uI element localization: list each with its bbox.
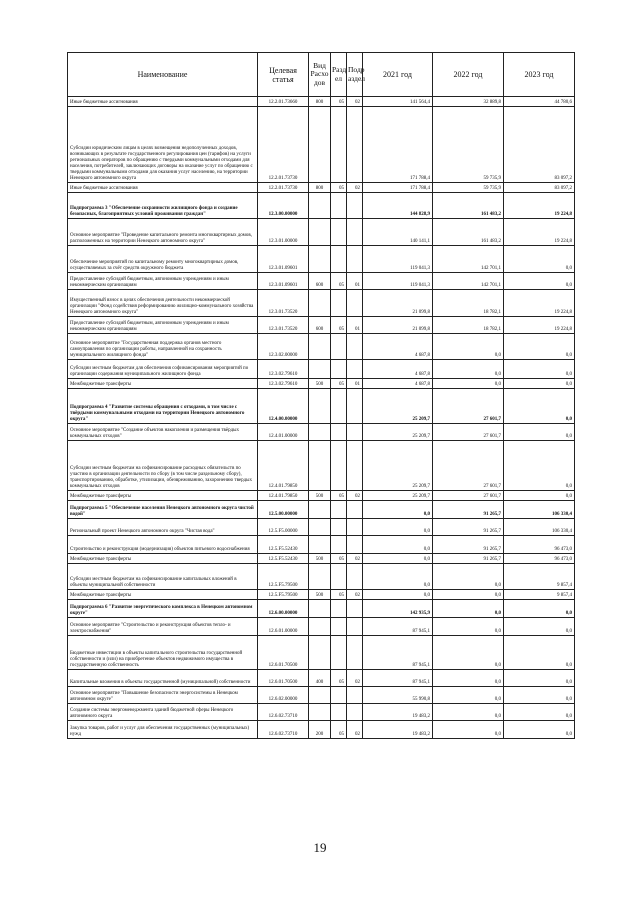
table-row [68, 687, 575, 704]
row-2022: 18 782,1 [433, 317, 504, 334]
row-razdel: 05 [331, 273, 347, 290]
row-razdel [331, 193, 347, 219]
row-vid: 500 [309, 491, 331, 501]
row-2021: 144 828,9 [363, 193, 433, 219]
row-vid: 500 [309, 554, 331, 564]
row-vid [309, 536, 331, 554]
row-razdel [331, 360, 347, 379]
row-vid [309, 519, 331, 536]
row-name: Закупка товаров, работ и услуг для обеспечения государственных (муниципальных) нужд [68, 721, 258, 739]
row-2022: 91 265,7 [433, 501, 504, 519]
row-2021: 87 945,1 [363, 670, 433, 687]
row-razdel [331, 424, 347, 441]
row-name: Субсидии местным бюджетам на софинансирование расходных обязательств по участию в организации деятельности по сбору (в том числе раздельному сбору), транспортированию, обработке, утилизации, обезвреживанию, захоронению твердых коммунальных отходов [68, 441, 258, 491]
header-target: Целевая статья [258, 53, 309, 97]
row-2023: 0,0 [504, 704, 575, 721]
row-vid: 600 [309, 273, 331, 290]
row-vid [309, 219, 331, 246]
row-2023: 0,0 [504, 491, 575, 501]
row-vid [309, 424, 331, 441]
row-2022: 27 601,7 [433, 491, 504, 501]
row-2023: 0,0 [504, 379, 575, 389]
table-body [68, 97, 575, 739]
row-2022: 0,0 [433, 618, 504, 636]
row-2021: 119 041,3 [363, 273, 433, 290]
row-name: Основное мероприятие "Повышение безопасности энергосистемы в Ненецком автономном округе" [68, 687, 258, 704]
row-name: Межбюджетные трансферты [68, 491, 258, 501]
row-2023: 96 473,0 [504, 554, 575, 564]
row-2023: 0,0 [504, 273, 575, 290]
row-2022: 0,0 [433, 721, 504, 739]
table-row [68, 441, 575, 491]
row-target-code: 12.4.01.79850 [258, 491, 309, 501]
table-row [68, 424, 575, 441]
row-2023: 44 780,6 [504, 97, 575, 107]
table-row [68, 389, 575, 424]
row-2021: 0,0 [363, 590, 433, 600]
table-row [68, 704, 575, 721]
row-vid: 500 [309, 379, 331, 389]
table-row [68, 379, 575, 389]
row-2023: 9 857,4 [504, 590, 575, 600]
row-2022: 0,0 [433, 600, 504, 618]
row-podrazdel: 02 [347, 721, 363, 739]
row-2023: 19 224,8 [504, 219, 575, 246]
row-target-code: 12.6.01.00000 [258, 618, 309, 636]
row-razdel: 05 [331, 379, 347, 389]
row-razdel [331, 704, 347, 721]
row-2022: 32 889,8 [433, 97, 504, 107]
row-name: Субсидии местным бюджетам на софинансирование капитальных вложений в объекты муниципальной собственности [68, 564, 258, 590]
row-2023: 0,0 [504, 687, 575, 704]
row-2021: 25 209,7 [363, 491, 433, 501]
row-razdel [331, 600, 347, 618]
table-row [68, 360, 575, 379]
row-target-code: 12.5.F5.79500 [258, 590, 309, 600]
row-podrazdel: 01 [347, 273, 363, 290]
row-razdel [331, 107, 347, 183]
row-vid [309, 441, 331, 491]
row-razdel [331, 219, 347, 246]
row-razdel [331, 536, 347, 554]
row-2022: 0,0 [433, 687, 504, 704]
row-podrazdel: 02 [347, 554, 363, 564]
header-2023: 2023 год [504, 53, 575, 97]
row-target-code: 12.2.01.73730 [258, 183, 309, 193]
table-row [68, 636, 575, 670]
header-2021: 2021 год [363, 53, 433, 97]
table-row [68, 554, 575, 564]
row-target-code: 12.4.01.00000 [258, 424, 309, 441]
row-vid [309, 193, 331, 219]
row-vid [309, 600, 331, 618]
row-target-code: 12.6.02.00000 [258, 687, 309, 704]
row-podrazdel [347, 704, 363, 721]
row-vid [309, 107, 331, 183]
row-vid [309, 290, 331, 317]
table-row [68, 721, 575, 739]
row-vid [309, 334, 331, 360]
row-target-code: 12.2.01.73660 [258, 97, 309, 107]
row-2022: 0,0 [433, 590, 504, 600]
row-razdel [331, 636, 347, 670]
row-podrazdel [347, 564, 363, 590]
row-name: Подпрограмма 3 "Обеспечение сохранности жилищного фонда и создание безопасных, благоприятных условий проживания граждан" [68, 193, 258, 219]
row-name: Подпрограмма 5 "Обеспечение населения Ненецкого автономного округа чистой водой" [68, 501, 258, 519]
row-target-code: 12.3.01.73520 [258, 290, 309, 317]
table-row [68, 491, 575, 501]
row-name: Капитальные вложения в объекты государственной (муниципальной) собственности [68, 670, 258, 687]
row-target-code: 12.3.01.09601 [258, 273, 309, 290]
table-row [68, 519, 575, 536]
row-2021: 87 945,1 [363, 618, 433, 636]
row-2021: 25 209,7 [363, 424, 433, 441]
row-name: Бюджетные инвестиции в объекты капитального строительства государственной собственности и (или) на приобретение объектов недвижимого имущества в государственную собственность [68, 636, 258, 670]
row-podrazdel: 02 [347, 670, 363, 687]
row-name: Межбюджетные трансферты [68, 590, 258, 600]
header-razdel: Разд ел [331, 53, 347, 97]
row-vid: 200 [309, 721, 331, 739]
row-2021: 141 564,4 [363, 97, 433, 107]
row-name: Межбюджетные трансферты [68, 554, 258, 564]
page-number: 19 [313, 840, 327, 855]
row-2021: 25 209,7 [363, 441, 433, 491]
row-name: Создание системы энергоменеджмента зданий бюджетной сферы Ненецкого автономного округа [68, 704, 258, 721]
row-name: Региональный проект Ненецкого автономного округа "Чистая вода" [68, 519, 258, 536]
table-row [68, 564, 575, 590]
row-2022: 0,0 [433, 704, 504, 721]
row-name: Основное мероприятие "Государственная поддержка органов местного самоуправления по организации работы, направленной на сохранность муниципального жилищного фонда" [68, 334, 258, 360]
row-2023: 106 330,4 [504, 501, 575, 519]
row-2022: 0,0 [433, 360, 504, 379]
row-2023: 0,0 [504, 600, 575, 618]
row-vid [309, 501, 331, 519]
row-2023: 0,0 [504, 721, 575, 739]
row-name: Субсидии юридическим лицам в целях возмещения недополученных доходов, возникающих в результате государственного регулирования цен (тарифов) на услуги региональных операторов по обращению с твердыми коммунальными отходами для населения, потребителей, заключающих договоры на оказание услуг по обращению с твердыми коммунальными отходами для оказания услуг населению, на территории Ненецкого автономного округа [68, 107, 258, 183]
row-name: Подпрограмма 6 "Развитие энергетического комплекса в Ненецком автономном округе" [68, 600, 258, 618]
row-razdel [331, 564, 347, 590]
row-vid: 500 [309, 590, 331, 600]
row-razdel [331, 441, 347, 491]
table-row [68, 501, 575, 519]
row-2021: 21 099,8 [363, 290, 433, 317]
row-target-code: 12.3.01.00000 [258, 219, 309, 246]
row-2021: 119 041,3 [363, 246, 433, 273]
row-2023: 19 224,8 [504, 290, 575, 317]
row-2022: 142 701,1 [433, 246, 504, 273]
row-2022: 0,0 [433, 379, 504, 389]
row-razdel: 05 [331, 554, 347, 564]
row-target-code: 12.5.F5.79500 [258, 564, 309, 590]
row-name: Иные бюджетные ассигнования [68, 183, 258, 193]
row-vid [309, 636, 331, 670]
row-razdel [331, 334, 347, 360]
row-2022: 27 601,7 [433, 424, 504, 441]
row-podrazdel [347, 501, 363, 519]
table-row [68, 219, 575, 246]
row-2022: 18 782,1 [433, 290, 504, 317]
row-2022: 161 483,2 [433, 193, 504, 219]
row-2022: 0,0 [433, 636, 504, 670]
table-header-row [68, 53, 575, 97]
row-target-code: 12.6.00.00000 [258, 600, 309, 618]
table-row [68, 317, 575, 334]
row-target-code: 12.6.01.70500 [258, 636, 309, 670]
row-target-code: 12.6.02.73710 [258, 704, 309, 721]
row-2021: 87 945,1 [363, 636, 433, 670]
row-2021: 4 687,8 [363, 379, 433, 389]
row-razdel: 05 [331, 670, 347, 687]
header-2022: 2022 год [433, 53, 504, 97]
table-row [68, 246, 575, 273]
row-razdel: 05 [331, 491, 347, 501]
row-2021: 0,0 [363, 564, 433, 590]
row-name: Предоставление субсидий бюджетным, автономным учреждениям и иным некоммерческим организациям [68, 273, 258, 290]
row-vid [309, 389, 331, 424]
row-2021: 171 788,4 [363, 183, 433, 193]
row-podrazdel [347, 600, 363, 618]
row-2023: 19 224,8 [504, 193, 575, 219]
row-podrazdel [347, 360, 363, 379]
table-row [68, 193, 575, 219]
row-target-code: 12.4.01.79850 [258, 441, 309, 491]
row-podrazdel [347, 618, 363, 636]
row-vid [309, 564, 331, 590]
row-2021: 0,0 [363, 554, 433, 564]
header-name: Наименование [68, 53, 258, 97]
row-2023: 0,0 [504, 618, 575, 636]
table-row [68, 107, 575, 183]
row-2023: 0,0 [504, 424, 575, 441]
budget-table [67, 52, 575, 739]
table-row [68, 334, 575, 360]
row-target-code: 12.3.01.73520 [258, 317, 309, 334]
row-name: Основное мероприятие "Строительство и реконструкция объектов тепло- и электроснабжения" [68, 618, 258, 636]
row-vid [309, 360, 331, 379]
row-razdel [331, 501, 347, 519]
table-row [68, 183, 575, 193]
table-row [68, 536, 575, 554]
table-row [68, 600, 575, 618]
row-target-code: 12.5.F5.52430 [258, 536, 309, 554]
row-2023: 0,0 [504, 441, 575, 491]
row-podrazdel [347, 636, 363, 670]
row-2021: 142 935,9 [363, 600, 433, 618]
row-podrazdel: 02 [347, 97, 363, 107]
row-vid: 800 [309, 183, 331, 193]
row-2021: 21 099,8 [363, 317, 433, 334]
row-2023: 19 224,8 [504, 317, 575, 334]
row-razdel: 05 [331, 721, 347, 739]
row-target-code: 12.5.F5.52430 [258, 554, 309, 564]
row-2023: 83 097,2 [504, 183, 575, 193]
row-razdel: 05 [331, 97, 347, 107]
row-razdel [331, 246, 347, 273]
row-2021: 4 687,8 [363, 334, 433, 360]
row-name: Подпрограмма 4 "Развитие системы обращения с отходами, в том числе с твёрдыми коммунальными отходами на территории Ненецкого автономного округа" [68, 389, 258, 424]
row-target-code: 12.5.F5.00000 [258, 519, 309, 536]
row-name: Основное мероприятие "Проведение капитального ремонта многоквартирных домов, расположенных на территории Ненецкого автономного округа" [68, 219, 258, 246]
row-2021: 0,0 [363, 519, 433, 536]
row-name: Обеспечение мероприятий по капитальному ремонту многоквартирных домов, осуществляемых за счёт средств окружного бюджета [68, 246, 258, 273]
row-razdel: 05 [331, 590, 347, 600]
row-podrazdel [347, 687, 363, 704]
row-target-code: 12.3.02.79610 [258, 360, 309, 379]
row-2021: 4 687,8 [363, 360, 433, 379]
row-vid: 800 [309, 97, 331, 107]
row-razdel: 05 [331, 317, 347, 334]
row-podrazdel [347, 107, 363, 183]
row-razdel [331, 290, 347, 317]
row-vid [309, 618, 331, 636]
row-target-code: 12.3.02.00000 [258, 334, 309, 360]
row-2022: 59 735,9 [433, 107, 504, 183]
row-2023: 0,0 [504, 670, 575, 687]
header-podrazdel: Подр аздел [347, 53, 363, 97]
row-2022: 142 701,1 [433, 273, 504, 290]
row-podrazdel: 02 [347, 183, 363, 193]
table-row [68, 618, 575, 636]
row-2021: 0,0 [363, 501, 433, 519]
row-2022: 91 265,7 [433, 519, 504, 536]
row-2022: 0,0 [433, 670, 504, 687]
table-row [68, 97, 575, 107]
row-podrazdel: 01 [347, 379, 363, 389]
row-podrazdel [347, 424, 363, 441]
row-vid [309, 246, 331, 273]
row-podrazdel [347, 536, 363, 554]
row-vid [309, 687, 331, 704]
row-podrazdel [347, 389, 363, 424]
row-2021: 140 141,1 [363, 219, 433, 246]
row-target-code: 12.4.00.00000 [258, 389, 309, 424]
row-2021: 19 483,2 [363, 704, 433, 721]
row-podrazdel [347, 334, 363, 360]
row-razdel [331, 389, 347, 424]
row-2022: 59 735,9 [433, 183, 504, 193]
row-name: Предоставление субсидий бюджетным, автономным учреждениям и иным некоммерческим организациям [68, 317, 258, 334]
row-razdel [331, 618, 347, 636]
row-target-code: 12.6.02.73710 [258, 721, 309, 739]
row-target-code: 12.6.01.70500 [258, 670, 309, 687]
row-2023: 0,0 [504, 389, 575, 424]
row-podrazdel [347, 519, 363, 536]
row-target-code: 12.2.01.73730 [258, 107, 309, 183]
row-name: Основное мероприятие "Создание объектов накопления и размещения твёрдых коммунальных отходов" [68, 424, 258, 441]
row-podrazdel: 01 [347, 317, 363, 334]
row-podrazdel [347, 193, 363, 219]
row-podrazdel [347, 246, 363, 273]
row-2021: 171 788,4 [363, 107, 433, 183]
table-row [68, 670, 575, 687]
row-2022: 0,0 [433, 564, 504, 590]
row-target-code: 12.3.00.00000 [258, 193, 309, 219]
row-2023: 0,0 [504, 360, 575, 379]
table-row [68, 590, 575, 600]
table-row [68, 273, 575, 290]
row-podrazdel [347, 441, 363, 491]
row-vid [309, 704, 331, 721]
row-2022: 91 265,7 [433, 554, 504, 564]
row-2023: 96 473,0 [504, 536, 575, 554]
row-2023: 106 330,4 [504, 519, 575, 536]
row-podrazdel [347, 219, 363, 246]
row-2021: 0,0 [363, 536, 433, 554]
row-2022: 0,0 [433, 334, 504, 360]
row-target-code: 12.5.00.00000 [258, 501, 309, 519]
row-podrazdel: 02 [347, 491, 363, 501]
row-2023: 0,0 [504, 636, 575, 670]
header-vid: Вид Расхо дов [309, 53, 331, 97]
row-2023: 0,0 [504, 334, 575, 360]
row-vid: 400 [309, 670, 331, 687]
row-2022: 27 601,7 [433, 441, 504, 491]
row-name: Иные бюджетные ассигнования [68, 97, 258, 107]
row-2023: 0,0 [504, 246, 575, 273]
row-2022: 161 483,2 [433, 219, 504, 246]
row-2023: 9 857,4 [504, 564, 575, 590]
table-row [68, 290, 575, 317]
row-name: Имущественный взнос в целях обеспечения деятельности некоммерческой организации "Фонд содействия реформированию жилищно-коммунального хозяйства Ненецкого автономного округа" [68, 290, 258, 317]
row-2023: 83 097,2 [504, 107, 575, 183]
row-razdel [331, 687, 347, 704]
row-name: Межбюджетные трансферты [68, 379, 258, 389]
row-2021: 25 209,7 [363, 389, 433, 424]
row-2022: 91 265,7 [433, 536, 504, 554]
row-name: Строительство и реконструкция (модернизация) объектов питьевого водоснабжения [68, 536, 258, 554]
row-2021: 19 483,2 [363, 721, 433, 739]
row-2022: 27 601,7 [433, 389, 504, 424]
row-2021: 55 990,8 [363, 687, 433, 704]
row-podrazdel: 02 [347, 590, 363, 600]
row-target-code: 12.3.01.09601 [258, 246, 309, 273]
row-razdel [331, 519, 347, 536]
row-razdel: 05 [331, 183, 347, 193]
row-name: Субсидии местным бюджетам для обеспечения софинансирования мероприятий по организации содержания муниципального жилищного фонда [68, 360, 258, 379]
row-vid: 600 [309, 317, 331, 334]
row-podrazdel [347, 290, 363, 317]
row-target-code: 12.3.02.79610 [258, 379, 309, 389]
